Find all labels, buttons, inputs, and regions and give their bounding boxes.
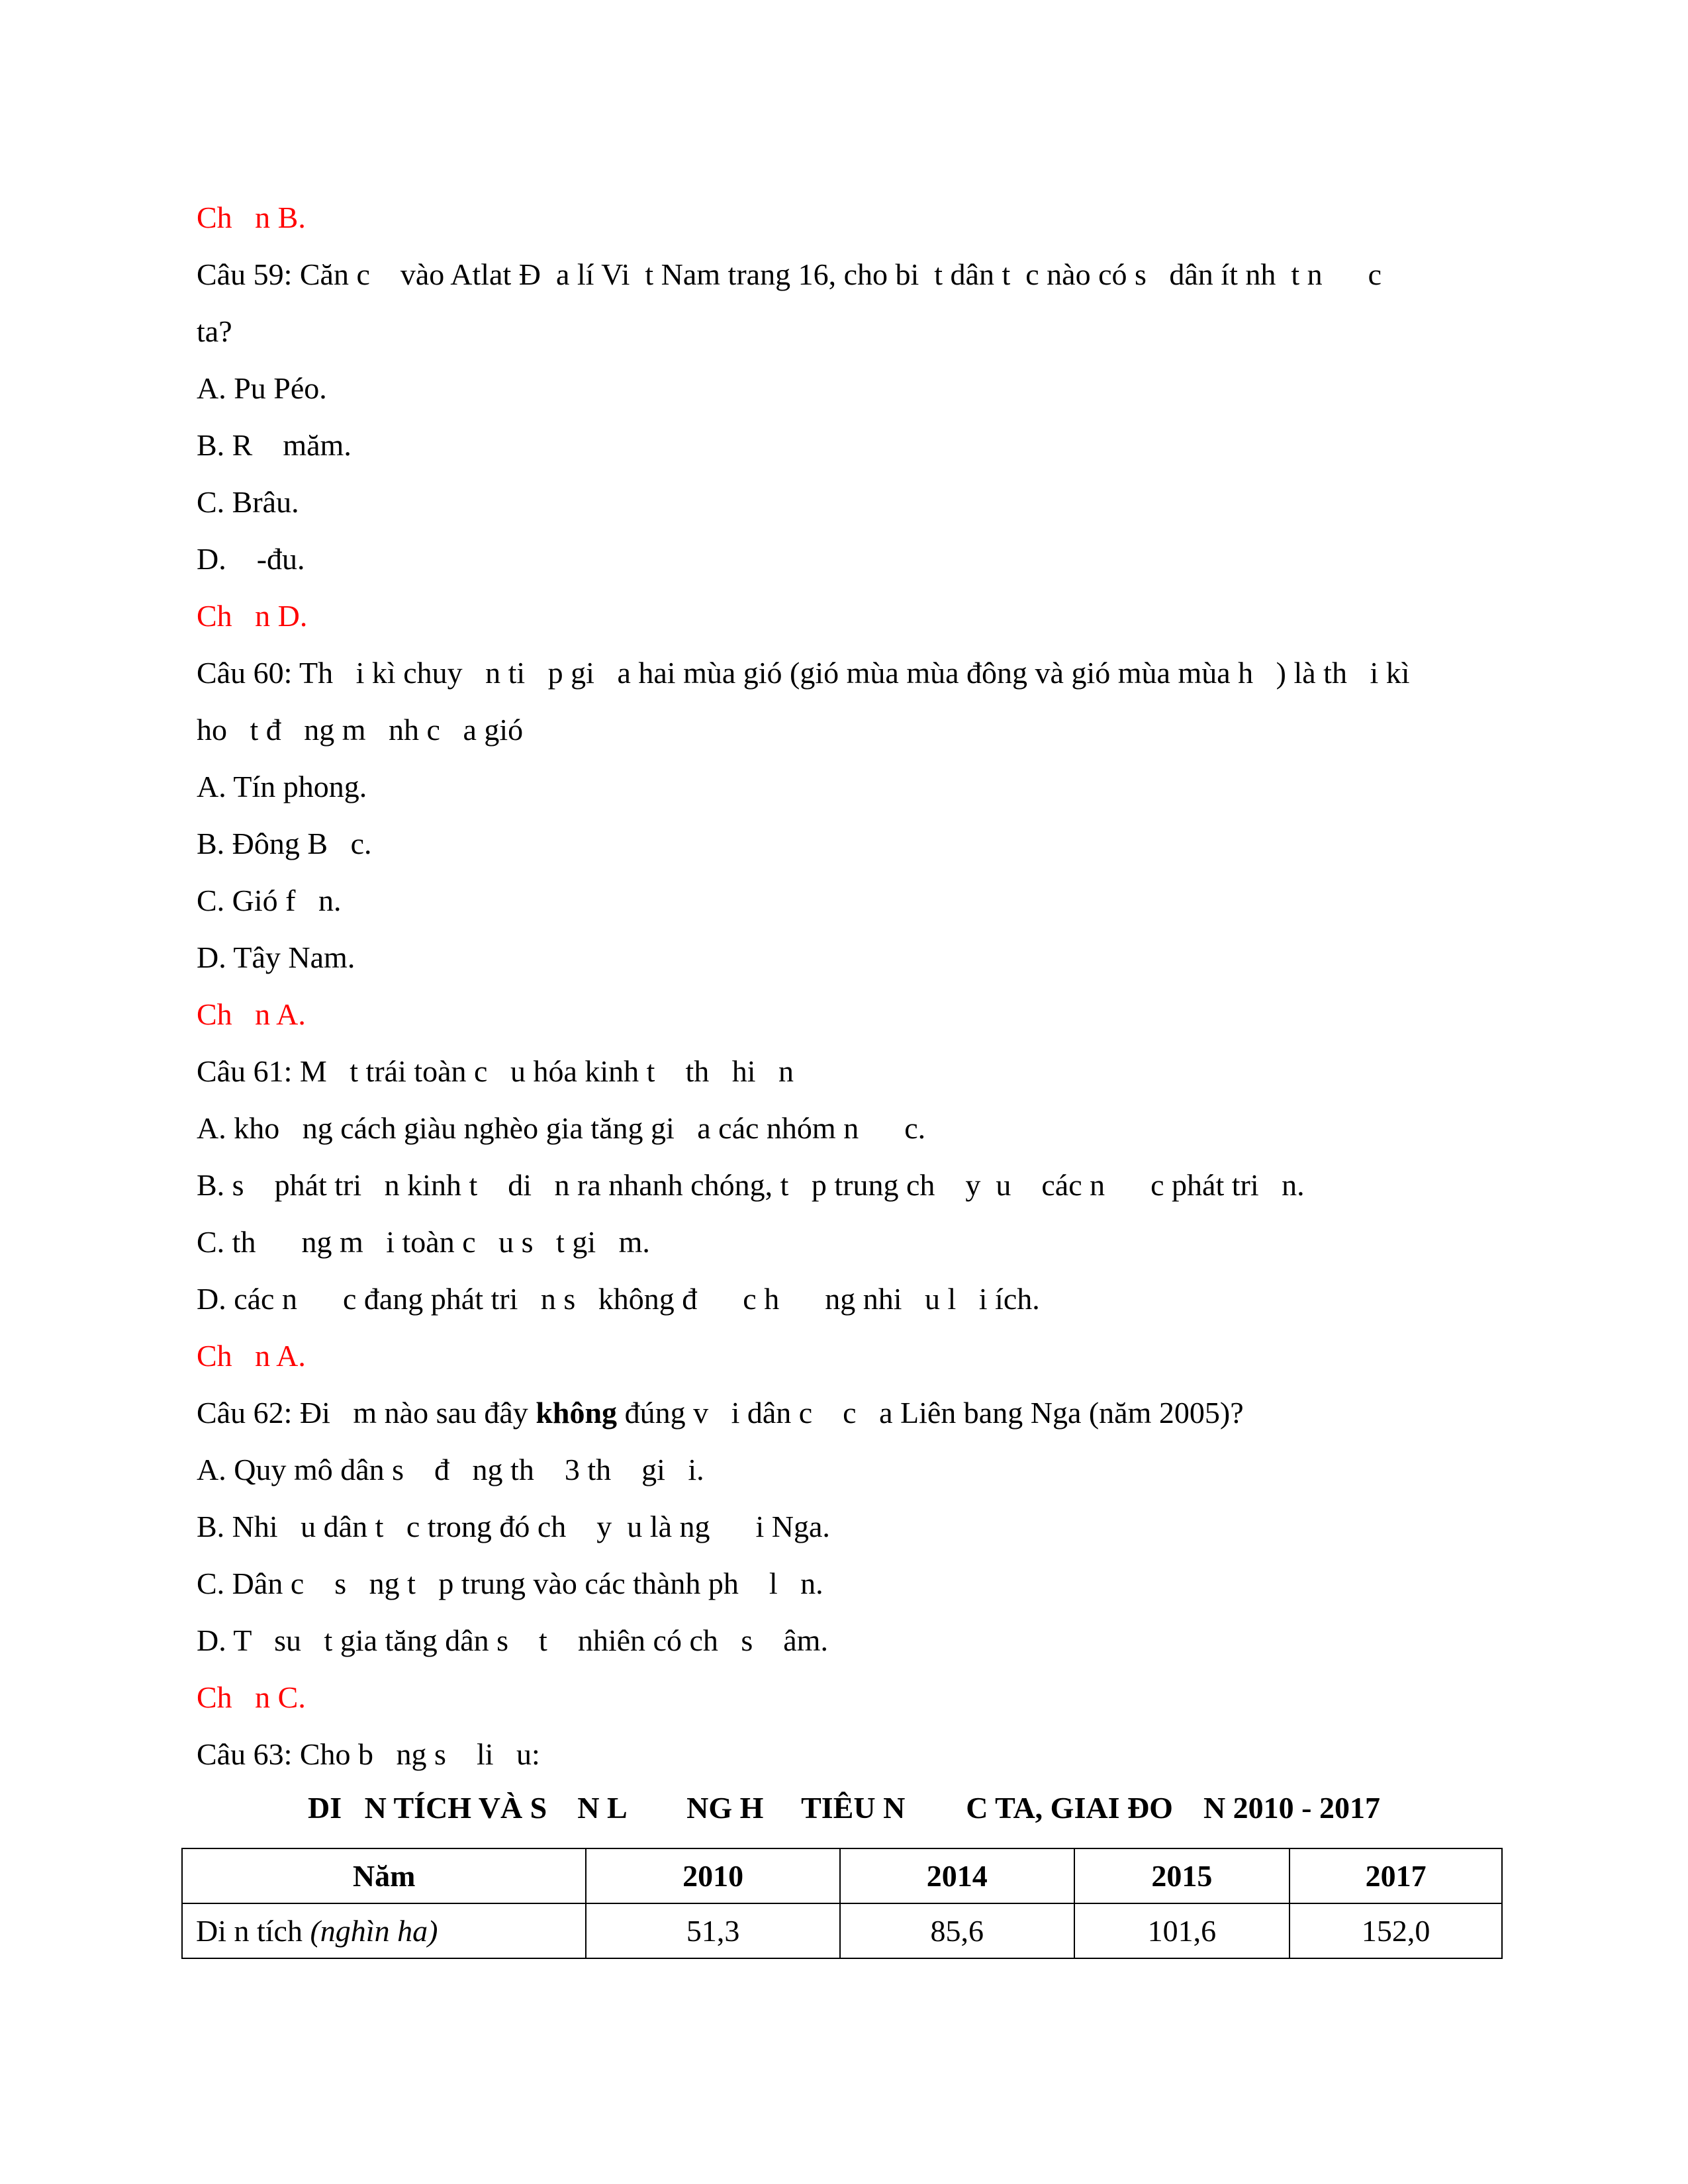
- row-label-text: Di n tích: [196, 1914, 310, 1948]
- answer-line-62: Ch n C.: [197, 1680, 306, 1714]
- option-60-c: C. Gió f n.: [197, 884, 342, 917]
- question-59: Câu 59: Căn c vào Atlat Đ a lí Vi t Nam trang 16, cho bi t dân t c nào có s dân ít nh t n c: [197, 257, 1382, 291]
- answer-line-61: Ch n A.: [197, 1339, 306, 1373]
- question-62-end: đúng v i dân c c a Liên bang Nga (năm 2005)?: [617, 1396, 1244, 1430]
- answer-line-58: Ch n B.: [197, 201, 306, 234]
- header-2017: 2017: [1289, 1848, 1502, 1903]
- option-60-d: D. Tây Nam.: [197, 940, 355, 974]
- cell-2017: 152,0: [1289, 1903, 1502, 1958]
- option-62-c: C. Dân c s ng t p trung vào các thành ph l n.: [197, 1567, 823, 1600]
- table-header-row: [182, 1848, 1502, 1903]
- option-60-a: A. Tín phong.: [197, 770, 367, 803]
- header-2014: 2014: [840, 1848, 1074, 1903]
- question-62-bold-word: không: [536, 1396, 618, 1430]
- header-2015: 2015: [1074, 1848, 1290, 1903]
- question-60-cont: ho t đ ng m nh c a gió: [197, 713, 524, 747]
- question-63: Câu 63: Cho b ng s li u:: [197, 1737, 540, 1771]
- row-label: [182, 1903, 586, 1958]
- cell-2014: 85,6: [840, 1903, 1074, 1958]
- option-59-b: B. R măm.: [197, 428, 352, 462]
- table-row: [182, 1903, 1502, 1958]
- question-60: Câu 60: Th i kì chuy n ti p gi a hai mùa gió (gió mùa mùa đông và gió mùa mùa h ) là th i kì: [197, 656, 1410, 690]
- cell-2010: 51,3: [586, 1903, 840, 1958]
- option-59-c: C. Brâu.: [197, 485, 299, 519]
- option-60-b: B. Đông B c.: [197, 827, 372, 860]
- answer-line-59: Ch n D.: [197, 599, 308, 633]
- table-title: DI N TÍCH VÀ S N L NG H TIÊU N C TA, GIAI ĐO N 2010 - 2017: [307, 1791, 1381, 1825]
- header-2010: 2010: [586, 1848, 840, 1903]
- option-59-a: A. Pu Péo.: [197, 371, 327, 405]
- question-61: Câu 61: M t trái toàn c u hóa kinh t th hi n: [197, 1054, 794, 1088]
- option-62-d: D. T su t gia tăng dân s t nhiên có ch s âm.: [197, 1623, 828, 1657]
- option-61-c: C. th ng m i toàn c u s t gi m.: [197, 1225, 650, 1259]
- data-table: [181, 1848, 1503, 1959]
- question-59-cont: ta?: [197, 314, 232, 348]
- cell-2015: 101,6: [1074, 1903, 1290, 1958]
- option-61-a: A. kho ng cách giàu nghèo gia tăng gi a các nhóm n c.: [197, 1111, 926, 1145]
- header-year: Năm: [182, 1848, 586, 1903]
- answer-line-60: Ch n A.: [197, 997, 306, 1031]
- option-62-b: B. Nhi u dân t c trong đó ch y u là ng i Nga.: [197, 1510, 830, 1543]
- option-59-d: D. -đu.: [197, 542, 305, 576]
- option-62-a: A. Quy mô dân s đ ng th 3 th gi i.: [197, 1453, 704, 1486]
- option-61-d: D. các n c đang phát tri n s không đ c h ng nhi u l i ích.: [197, 1282, 1040, 1316]
- question-62: [197, 1394, 1244, 1432]
- question-62-start: Câu 62: Đi m nào sau đây: [197, 1396, 536, 1430]
- row-unit: (nghìn ha): [310, 1914, 438, 1948]
- option-61-b: B. s phát tri n kinh t di n ra nhanh chóng, t p trung ch y u các n c phát tri n.: [197, 1168, 1305, 1202]
